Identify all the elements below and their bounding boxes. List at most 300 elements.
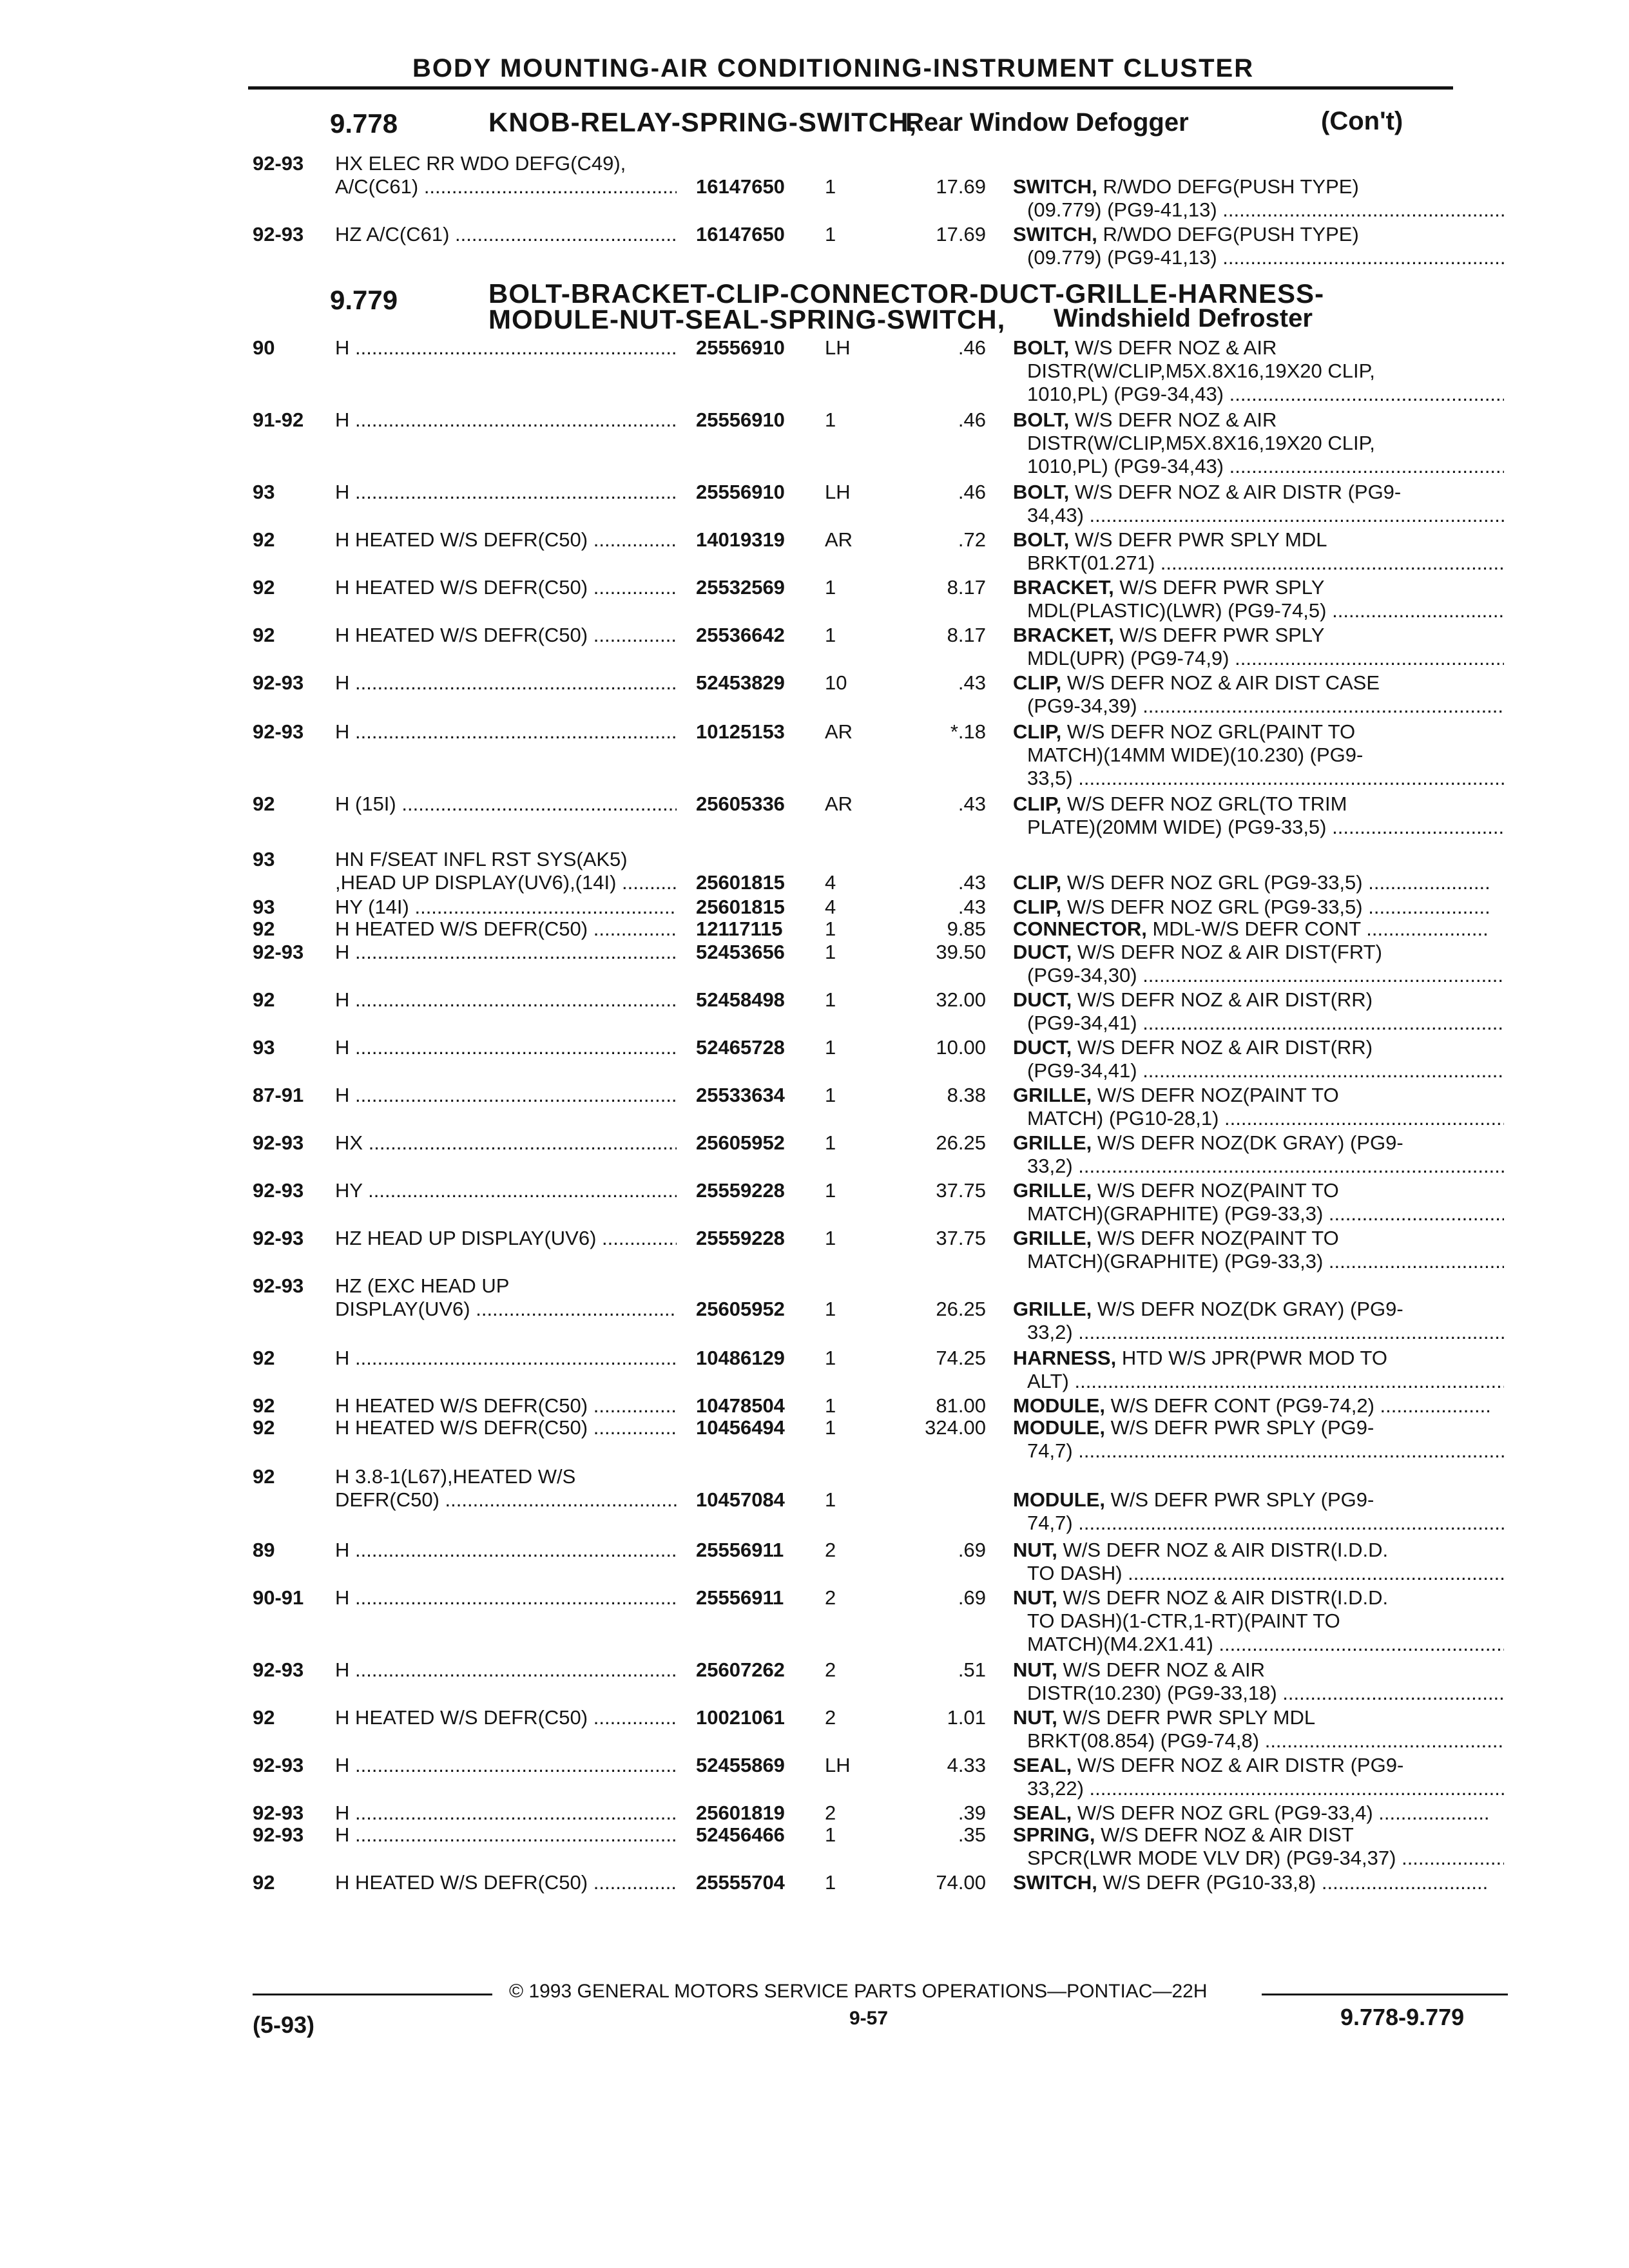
part-name-line bbox=[1013, 793, 1490, 816]
part-name-text: (PG9-34,41) bbox=[1027, 1012, 1137, 1034]
part-name bbox=[1013, 528, 1490, 575]
part-name-text: W/S DEFR NOZ(PAINT TO bbox=[1097, 1179, 1339, 1202]
description-line: H ..... bbox=[335, 1802, 677, 1825]
quantity: 1 bbox=[825, 1871, 836, 1894]
part-name-text: MDL(UPR) (PG9-74,9) bbox=[1027, 647, 1229, 669]
application-description bbox=[335, 720, 677, 744]
part-name-heading: CONNECTOR, bbox=[1013, 918, 1147, 940]
part-name-text: W/S DEFR NOZ GRL (PG9-33,5) bbox=[1066, 896, 1363, 918]
part-name-text: MDL-W/S DEFR CONT bbox=[1152, 918, 1361, 940]
price: 37.75 bbox=[936, 1227, 986, 1249]
part-number: 25605952 bbox=[696, 1298, 785, 1320]
quantity: AR bbox=[825, 793, 853, 815]
quantity: 1 bbox=[825, 1416, 836, 1439]
part-name-line bbox=[1013, 1107, 1504, 1130]
description-line: A/C(C61) ..... bbox=[335, 175, 677, 198]
part-name-line bbox=[1013, 1227, 1490, 1250]
price: 324.00 bbox=[925, 1416, 986, 1439]
description-line: H ..... bbox=[335, 671, 677, 695]
part-number: 16147650 bbox=[696, 175, 785, 198]
part-name-line bbox=[1013, 1706, 1490, 1729]
application-description bbox=[335, 1658, 677, 1682]
quantity: 1 bbox=[825, 408, 836, 431]
part-name-text: MATCH)(14MM WIDE)(10.230) (PG9- bbox=[1027, 744, 1364, 766]
part-number: 25601819 bbox=[696, 1802, 785, 1824]
part-number: 10456494 bbox=[696, 1416, 785, 1439]
quantity: 1 bbox=[825, 1084, 836, 1106]
part-number: 25556910 bbox=[696, 408, 785, 431]
application-description bbox=[335, 1179, 677, 1202]
part-name-line bbox=[1013, 432, 1504, 455]
part-name-line bbox=[1013, 198, 1504, 222]
part-number: 52455869 bbox=[696, 1754, 785, 1776]
description-line: H ..... bbox=[335, 988, 677, 1012]
part-name-heading: CLIP, bbox=[1013, 671, 1062, 694]
model-year: 92-93 bbox=[253, 1179, 304, 1202]
quantity: 1 bbox=[825, 1131, 836, 1154]
part-name-text: HTD W/S JPR(PWR MOD TO bbox=[1121, 1347, 1388, 1369]
section-title: BOLT-BRACKET-CLIP-CONNECTOR-DUCT-GRILLE-HARNESS- bbox=[488, 278, 1325, 309]
part-name-line bbox=[1013, 455, 1504, 478]
price: .69 bbox=[958, 1586, 986, 1609]
price: .43 bbox=[958, 896, 986, 918]
part-name bbox=[1013, 941, 1490, 987]
part-name-text: W/S DEFR PWR SPLY bbox=[1119, 576, 1325, 599]
footer-copyright: © 1993 GENERAL MOTORS SERVICE PARTS OPERATIONS—PONTIAC—22H bbox=[509, 1981, 1208, 2002]
part-number: 14019319 bbox=[696, 528, 785, 551]
part-name-heading: SWITCH, bbox=[1013, 1871, 1097, 1894]
price: 26.25 bbox=[936, 1298, 986, 1320]
part-number: 52465728 bbox=[696, 1036, 785, 1059]
part-name-text: W/S DEFR NOZ GRL (PG9-33,4) bbox=[1077, 1802, 1373, 1824]
part-name bbox=[1013, 336, 1490, 406]
quantity: 2 bbox=[825, 1802, 836, 1824]
description-line: HX ..... bbox=[335, 1131, 677, 1155]
description-line: H HEATED W/S DEFR(C50) ..... bbox=[335, 624, 677, 647]
part-name-line bbox=[1013, 1439, 1504, 1463]
application-description bbox=[335, 1539, 677, 1562]
part-name-heading: GRILLE, bbox=[1013, 1298, 1092, 1320]
header-rule bbox=[248, 86, 1453, 90]
price: 17.69 bbox=[936, 223, 986, 245]
quantity: 2 bbox=[825, 1658, 836, 1681]
footer-rule bbox=[1262, 1994, 1508, 1995]
part-name-line bbox=[1013, 1610, 1504, 1633]
description-line: H HEATED W/S DEFR(C50) ..... bbox=[335, 918, 677, 941]
part-name-line bbox=[1013, 624, 1490, 647]
model-year: 93 bbox=[253, 848, 275, 870]
part-name-heading: CLIP, bbox=[1013, 896, 1062, 918]
model-year: 89 bbox=[253, 1539, 275, 1561]
price: .51 bbox=[958, 1658, 986, 1681]
part-name-line bbox=[1013, 599, 1504, 622]
part-name-text: MATCH) (PG10-28,1) bbox=[1027, 1107, 1219, 1129]
part-name-heading: MODULE, bbox=[1013, 1416, 1105, 1439]
part-name-heading: CLIP, bbox=[1013, 720, 1062, 743]
application-description bbox=[335, 1802, 677, 1825]
part-name-text: W/S DEFR NOZ & AIR DISTR (PG9- bbox=[1077, 1754, 1404, 1776]
part-name-heading: SPRING, bbox=[1013, 1823, 1095, 1846]
model-year: 92-93 bbox=[253, 1754, 304, 1776]
part-name bbox=[1013, 1036, 1490, 1082]
quantity: 2 bbox=[825, 1539, 836, 1561]
description-line: H ..... bbox=[335, 336, 677, 360]
model-year: 87-91 bbox=[253, 1084, 304, 1106]
part-name-text: W/S DEFR NOZ & AIR bbox=[1074, 336, 1277, 359]
part-name-line bbox=[1013, 1370, 1504, 1393]
part-name-line bbox=[1013, 1059, 1504, 1082]
part-name-line bbox=[1013, 1754, 1490, 1777]
quantity: 1 bbox=[825, 1823, 836, 1846]
description-line: H HEATED W/S DEFR(C50) ..... bbox=[335, 1871, 677, 1894]
part-number: 10125153 bbox=[696, 720, 785, 743]
price: 74.00 bbox=[936, 1871, 986, 1894]
price: 32.00 bbox=[936, 988, 986, 1011]
part-name-text: (PG9-34,39) bbox=[1027, 695, 1137, 717]
model-year: 92 bbox=[253, 1347, 275, 1369]
part-name-heading: DUCT, bbox=[1013, 1036, 1072, 1059]
application-description bbox=[335, 1754, 677, 1777]
model-year: 92 bbox=[253, 988, 275, 1011]
application-description bbox=[335, 988, 677, 1012]
part-number: 25555704 bbox=[696, 1871, 785, 1894]
model-year: 92 bbox=[253, 918, 275, 940]
footer-page-number: 9-57 bbox=[849, 2008, 889, 2029]
part-name-line bbox=[1013, 1562, 1504, 1585]
description-line: DEFR(C50) ..... bbox=[335, 1488, 677, 1512]
model-year: 92-93 bbox=[253, 152, 304, 175]
part-name-text: (PG9-34,41) bbox=[1027, 1059, 1137, 1082]
part-name-text: W/S DEFR NOZ GRL (PG9-33,5) bbox=[1066, 871, 1363, 894]
model-year: 93 bbox=[253, 896, 275, 918]
model-year: 92 bbox=[253, 528, 275, 551]
part-name-line bbox=[1013, 1586, 1490, 1610]
application-description bbox=[335, 481, 677, 504]
part-name-line bbox=[1013, 1131, 1490, 1155]
description-line: H ..... bbox=[335, 1586, 677, 1610]
quantity: 4 bbox=[825, 871, 836, 894]
model-year: 92 bbox=[253, 1394, 275, 1417]
model-year: 92-93 bbox=[253, 671, 304, 694]
part-name-line bbox=[1013, 767, 1504, 790]
part-name bbox=[1013, 1347, 1490, 1393]
application-description bbox=[335, 1347, 677, 1370]
part-number: 10021061 bbox=[696, 1706, 785, 1729]
quantity: 4 bbox=[825, 896, 836, 918]
price: .43 bbox=[958, 871, 986, 894]
part-name-heading: BOLT, bbox=[1013, 528, 1070, 551]
section-subtitle: Rear Window Defogger bbox=[905, 108, 1189, 137]
part-name-text: 74,7) bbox=[1027, 1439, 1073, 1462]
description-line: HZ A/C(C61) ..... bbox=[335, 223, 677, 246]
part-name-line bbox=[1013, 1202, 1504, 1225]
model-year: 92 bbox=[253, 1871, 275, 1894]
footer-date: (5-93) bbox=[253, 2012, 315, 2038]
part-name-line bbox=[1013, 1250, 1504, 1273]
price: .69 bbox=[958, 1539, 986, 1561]
quantity: 1 bbox=[825, 1227, 836, 1249]
part-name bbox=[1013, 1706, 1490, 1753]
application-description bbox=[335, 941, 677, 964]
part-name-heading: GRILLE, bbox=[1013, 1227, 1092, 1249]
part-name-text: DISTR(W/CLIP,M5X.8X16,19X20 CLIP, bbox=[1027, 432, 1375, 454]
application-description bbox=[335, 896, 677, 919]
part-number: 25556911 bbox=[696, 1586, 784, 1609]
model-year: 90 bbox=[253, 336, 275, 359]
description-line: H ..... bbox=[335, 1084, 677, 1107]
part-name bbox=[1013, 1539, 1490, 1585]
description-line: H ..... bbox=[335, 1823, 677, 1847]
quantity: 1 bbox=[825, 175, 836, 198]
application-description bbox=[335, 1706, 677, 1729]
part-name-text: TO DASH) bbox=[1027, 1562, 1123, 1584]
model-year: 92 bbox=[253, 1465, 275, 1488]
page-header-title: BODY MOUNTING-AIR CONDITIONING-INSTRUMENT CLUSTER bbox=[412, 54, 1255, 82]
model-year: 92-93 bbox=[253, 1823, 304, 1846]
model-year: 92-93 bbox=[253, 941, 304, 963]
part-name bbox=[1013, 793, 1490, 839]
quantity: LH bbox=[825, 336, 851, 359]
part-name-line bbox=[1013, 528, 1490, 552]
price: .46 bbox=[958, 481, 986, 503]
price: .39 bbox=[958, 1802, 986, 1824]
part-name-text: MATCH)(M4.2X1.41) bbox=[1027, 1633, 1213, 1655]
part-name-line bbox=[1013, 1871, 1490, 1894]
part-name-text: 74,7) bbox=[1027, 1512, 1073, 1534]
part-name-heading: CLIP, bbox=[1013, 793, 1062, 815]
application-description bbox=[335, 1465, 677, 1512]
part-name-text: W/S DEFR NOZ & AIR DIST bbox=[1101, 1823, 1354, 1846]
part-name-line bbox=[1013, 383, 1504, 406]
model-year: 90-91 bbox=[253, 1586, 304, 1609]
quantity: 1 bbox=[825, 624, 836, 646]
part-name-line bbox=[1013, 175, 1490, 198]
part-name-text: BRKT(01.271) bbox=[1027, 552, 1155, 574]
part-name-text: BRKT(08.854) (PG9-74,8) bbox=[1027, 1729, 1260, 1752]
part-name-line bbox=[1013, 246, 1504, 269]
part-name-line bbox=[1013, 360, 1504, 383]
model-year: 92-93 bbox=[253, 1802, 304, 1824]
section-title: KNOB-RELAY-SPRING-SWITCH, bbox=[488, 107, 918, 137]
part-name bbox=[1013, 1658, 1490, 1705]
price: 4.33 bbox=[947, 1754, 986, 1776]
part-name-text: W/S DEFR NOZ & AIR DISTR(I.D.D. bbox=[1063, 1539, 1389, 1561]
part-number: 12117115 bbox=[696, 918, 783, 940]
quantity: 1 bbox=[825, 1347, 836, 1369]
part-name-line bbox=[1013, 896, 1490, 919]
description-line: H HEATED W/S DEFR(C50) ..... bbox=[335, 1706, 677, 1729]
price: 10.00 bbox=[936, 1036, 986, 1059]
part-name-text: W/S DEFR NOZ & AIR DISTR (PG9- bbox=[1074, 481, 1402, 503]
model-year: 92-93 bbox=[253, 720, 304, 743]
part-number: 25559228 bbox=[696, 1227, 785, 1249]
part-name bbox=[1013, 1416, 1490, 1463]
part-name-text: 34,43) bbox=[1027, 504, 1084, 526]
part-name-text: W/S DEFR NOZ & AIR bbox=[1074, 408, 1277, 431]
part-name bbox=[1013, 1823, 1490, 1870]
part-name-heading: HARNESS, bbox=[1013, 1347, 1117, 1369]
application-description bbox=[335, 152, 677, 198]
part-name-heading: DUCT, bbox=[1013, 941, 1072, 963]
part-name-line bbox=[1013, 871, 1490, 894]
part-number: 25533634 bbox=[696, 1084, 785, 1106]
model-year: 91-92 bbox=[253, 408, 304, 431]
part-name-text: ALT) bbox=[1027, 1370, 1069, 1392]
price: 17.69 bbox=[936, 175, 986, 198]
part-name-text: W/S DEFR NOZ & AIR bbox=[1063, 1658, 1265, 1681]
part-name bbox=[1013, 481, 1490, 527]
part-name-line bbox=[1013, 695, 1504, 718]
part-number: 16147650 bbox=[696, 223, 785, 245]
part-name-line bbox=[1013, 481, 1490, 504]
price: .46 bbox=[958, 336, 986, 359]
part-name-text: W/S DEFR NOZ(PAINT TO bbox=[1097, 1227, 1339, 1249]
description-line: H HEATED W/S DEFR(C50) ..... bbox=[335, 576, 677, 599]
part-name-text: 33,2) bbox=[1027, 1155, 1073, 1177]
part-name-heading: NUT, bbox=[1013, 1539, 1057, 1561]
application-description bbox=[335, 1394, 677, 1418]
quantity: 10 bbox=[825, 671, 847, 694]
part-number: 25607262 bbox=[696, 1658, 785, 1681]
description-line: HY ..... bbox=[335, 1179, 677, 1202]
application-description bbox=[335, 624, 677, 647]
description-line: HY (14I) ..... bbox=[335, 896, 677, 919]
part-name-text: W/S DEFR NOZ GRL(PAINT TO bbox=[1066, 720, 1356, 743]
part-name-heading: GRILLE, bbox=[1013, 1084, 1092, 1106]
part-name-line bbox=[1013, 336, 1490, 360]
part-name-line bbox=[1013, 671, 1490, 695]
part-name-text: W/S DEFR PWR SPLY (PG9- bbox=[1110, 1416, 1374, 1439]
part-name-line bbox=[1013, 1847, 1504, 1870]
part-name-line bbox=[1013, 964, 1504, 987]
part-name-heading: GRILLE, bbox=[1013, 1131, 1092, 1154]
part-name-text: (09.779) (PG9-41,13) bbox=[1027, 198, 1217, 221]
part-name-text: PLATE)(20MM WIDE) (PG9-33,5) bbox=[1027, 816, 1327, 838]
part-name-heading: GRILLE, bbox=[1013, 1179, 1092, 1202]
part-name-line bbox=[1013, 1416, 1490, 1439]
part-name-heading: MODULE, bbox=[1013, 1394, 1105, 1417]
part-name-heading: NUT, bbox=[1013, 1658, 1057, 1681]
part-name bbox=[1013, 175, 1490, 222]
description-line: HZ HEAD UP DISPLAY(UV6) ..... bbox=[335, 1227, 677, 1250]
quantity: 1 bbox=[825, 1298, 836, 1320]
part-name-heading: CLIP, bbox=[1013, 871, 1062, 894]
section-title: MODULE-NUT-SEAL-SPRING-SWITCH, bbox=[488, 304, 1006, 334]
description-line: H ..... bbox=[335, 720, 677, 744]
part-name-heading: NUT, bbox=[1013, 1586, 1057, 1609]
part-number: 25559228 bbox=[696, 1179, 785, 1202]
application-description bbox=[335, 1274, 677, 1321]
part-number: 10486129 bbox=[696, 1347, 785, 1369]
quantity: LH bbox=[825, 1754, 851, 1776]
description-line: H ..... bbox=[335, 1347, 677, 1370]
model-year: 92-93 bbox=[253, 1274, 304, 1297]
part-name-text: W/S DEFR NOZ(DK GRAY) (PG9- bbox=[1097, 1131, 1403, 1154]
part-name bbox=[1013, 408, 1490, 478]
part-name-text: W/S DEFR NOZ & AIR DIST(RR) bbox=[1077, 988, 1373, 1011]
part-name-line bbox=[1013, 1539, 1490, 1562]
description-line: H (15I) ..... bbox=[335, 793, 677, 816]
application-description bbox=[335, 1131, 677, 1155]
part-name-text: DISTR(W/CLIP,M5X.8X16,19X20 CLIP, bbox=[1027, 360, 1375, 382]
part-name-line bbox=[1013, 223, 1490, 246]
part-name-line bbox=[1013, 408, 1490, 432]
description-line: HZ (EXC HEAD UP bbox=[335, 1274, 510, 1297]
part-name-heading: DUCT, bbox=[1013, 988, 1072, 1011]
part-name-line bbox=[1013, 1084, 1490, 1107]
part-name-text: W/S DEFR PWR SPLY (PG9- bbox=[1110, 1488, 1374, 1511]
part-name-line bbox=[1013, 744, 1504, 767]
quantity: 1 bbox=[825, 941, 836, 963]
part-name-line bbox=[1013, 1729, 1504, 1753]
part-name bbox=[1013, 1802, 1490, 1825]
quantity: 2 bbox=[825, 1706, 836, 1729]
application-description bbox=[335, 1227, 677, 1250]
price: 1.01 bbox=[947, 1706, 986, 1729]
part-name-text: W/S DEFR PWR SPLY bbox=[1119, 624, 1325, 646]
model-year: 92 bbox=[253, 624, 275, 646]
part-name-text: W/S DEFR NOZ & AIR DIST(RR) bbox=[1077, 1036, 1373, 1059]
quantity: 1 bbox=[825, 1179, 836, 1202]
part-name-line bbox=[1013, 941, 1490, 964]
part-name-line bbox=[1013, 988, 1490, 1012]
part-number: 52453656 bbox=[696, 941, 785, 963]
part-name-text: 1010,PL) (PG9-34,43) bbox=[1027, 383, 1224, 405]
application-description bbox=[335, 671, 677, 695]
application-description bbox=[335, 576, 677, 599]
part-name bbox=[1013, 896, 1490, 919]
description-line: H HEATED W/S DEFR(C50) ..... bbox=[335, 1416, 677, 1439]
part-name-text: MATCH)(GRAPHITE) (PG9-33,3) bbox=[1027, 1202, 1324, 1225]
part-number: 25556910 bbox=[696, 481, 785, 503]
part-name-text: 33,5) bbox=[1027, 767, 1073, 789]
price: 26.25 bbox=[936, 1131, 986, 1154]
description-line: HX ELEC RR WDO DEFG(C49), bbox=[335, 152, 626, 175]
part-name-text: W/S DEFR NOZ(DK GRAY) (PG9- bbox=[1097, 1298, 1403, 1320]
part-number: 25556910 bbox=[696, 336, 785, 359]
description-line: H ..... bbox=[335, 1539, 677, 1562]
price: .43 bbox=[958, 793, 986, 815]
application-description bbox=[335, 918, 677, 941]
part-name-line bbox=[1013, 1347, 1490, 1370]
part-number: 25601815 bbox=[696, 871, 785, 894]
price: 37.75 bbox=[936, 1179, 986, 1202]
part-name-text: W/S DEFR PWR SPLY MDL bbox=[1063, 1706, 1316, 1729]
part-name-heading: SWITCH, bbox=[1013, 223, 1097, 245]
section-subtitle: Windshield Defroster bbox=[1054, 304, 1313, 332]
application-description bbox=[335, 848, 677, 894]
part-name-heading: BOLT, bbox=[1013, 336, 1070, 359]
part-name-text: W/S DEFR NOZ GRL(TO TRIM bbox=[1066, 793, 1347, 815]
part-name-line bbox=[1013, 1802, 1490, 1825]
application-description bbox=[335, 1586, 677, 1610]
part-name-text: SPCR(LWR MODE VLV DR) (PG9-34,37) bbox=[1027, 1847, 1396, 1869]
quantity: LH bbox=[825, 481, 851, 503]
application-description bbox=[335, 793, 677, 816]
part-name-line bbox=[1013, 1155, 1504, 1178]
part-name-text: 1010,PL) (PG9-34,43) bbox=[1027, 455, 1224, 477]
application-description bbox=[335, 1084, 677, 1107]
part-name bbox=[1013, 1488, 1490, 1535]
quantity: AR bbox=[825, 720, 853, 743]
description-line: H ..... bbox=[335, 481, 677, 504]
part-name-text: W/S DEFR NOZ & AIR DIST(FRT) bbox=[1077, 941, 1382, 963]
description-line: H ..... bbox=[335, 408, 677, 432]
part-number: 10478504 bbox=[696, 1394, 785, 1417]
part-number: 52453829 bbox=[696, 671, 785, 694]
part-name-line bbox=[1013, 1512, 1504, 1535]
part-name-text: W/S DEFR CONT (PG9-74,2) bbox=[1110, 1394, 1374, 1417]
